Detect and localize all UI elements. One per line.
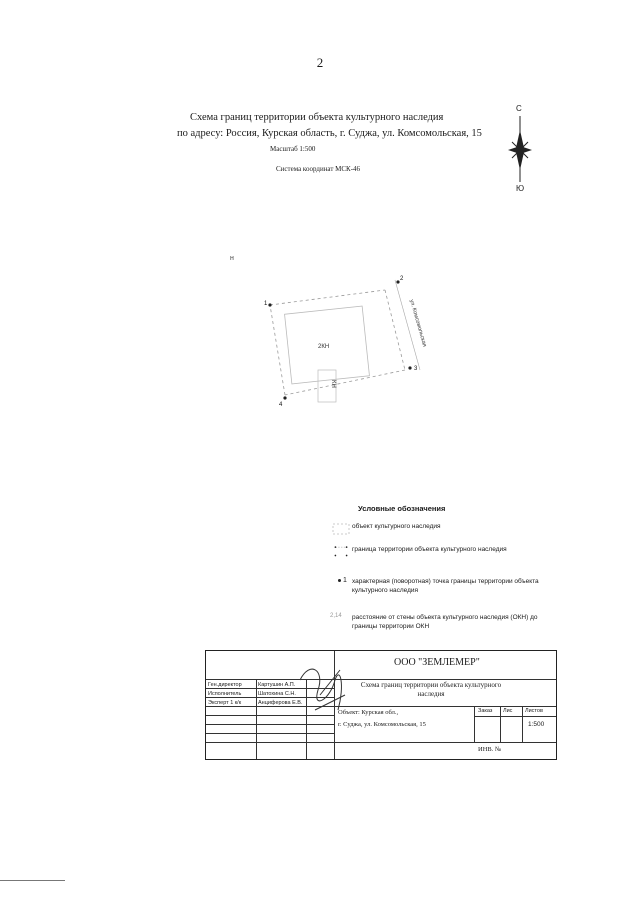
boundary-top — [270, 290, 385, 305]
point-label-4: 4 — [279, 402, 283, 408]
document-title: Схема границ территории объекта культурного наследия — [190, 112, 444, 123]
name-director: Картушин А.П. — [258, 682, 296, 688]
object-line-1: Объект: Курская обл., — [338, 709, 399, 716]
col-sheet: Лис — [503, 708, 513, 714]
legend-title: Условные обозначения — [358, 504, 446, 513]
inventory-label: ИНВ. № — [478, 746, 502, 753]
name-executor: Шатохина С.Н. — [258, 691, 296, 697]
site-plan-map — [210, 230, 450, 430]
company-name: ООО "ЗЕМЛЕМЕР" — [394, 657, 480, 668]
compass-north-label: С — [516, 104, 522, 113]
title-block-doc-title: Схема границ территории объекта культурного наследия — [360, 681, 502, 698]
turning-point-symbol: 1 — [330, 577, 352, 591]
point-label-2: 2 — [400, 276, 404, 282]
object-line-2: г. Суджа, ул. Комсомольская, 15 — [338, 721, 426, 728]
col-sheets: Листов — [525, 708, 543, 714]
footer-line — [0, 880, 65, 881]
boundary-point-1 — [268, 303, 271, 306]
boundary-symbol-icon — [330, 545, 352, 559]
name-expert: Анциферова Е.В. — [258, 700, 303, 706]
street-label: ул. Комсомольская — [408, 298, 428, 348]
corner-mark: н — [230, 255, 234, 262]
point-label-1: 1 — [264, 301, 268, 307]
building-label: 2КН — [318, 344, 330, 350]
scale-label: Масштаб 1:500 — [270, 145, 316, 153]
role-expert: Эксперт 1 к/к — [208, 700, 242, 706]
title-block — [205, 650, 557, 760]
coordinate-system-label: Система координат МСК-46 — [276, 165, 361, 173]
distance-symbol: 2,14 — [330, 613, 342, 619]
boundary-left — [270, 305, 285, 395]
point-label-3: 3 — [414, 366, 418, 372]
boundary-right — [385, 290, 405, 370]
compass-rose — [500, 100, 540, 200]
role-executor: Исполнитель — [208, 691, 242, 697]
boundary-point-3 — [408, 366, 411, 369]
compass-south-label: Ю — [516, 184, 525, 193]
document-address: по адресу: Россия, Курская область, г. Суджа, ул. Комсомольская, 15 — [177, 128, 482, 139]
role-director: Ген.директор — [208, 682, 242, 688]
boundary-point-4 — [283, 396, 286, 399]
col-order: Заказ — [478, 708, 493, 714]
heritage-object-symbol-icon — [330, 522, 352, 536]
scale-value: 1:500 — [528, 721, 545, 728]
annex-label: КН — [330, 380, 336, 388]
page-number: 2 — [316, 55, 324, 70]
